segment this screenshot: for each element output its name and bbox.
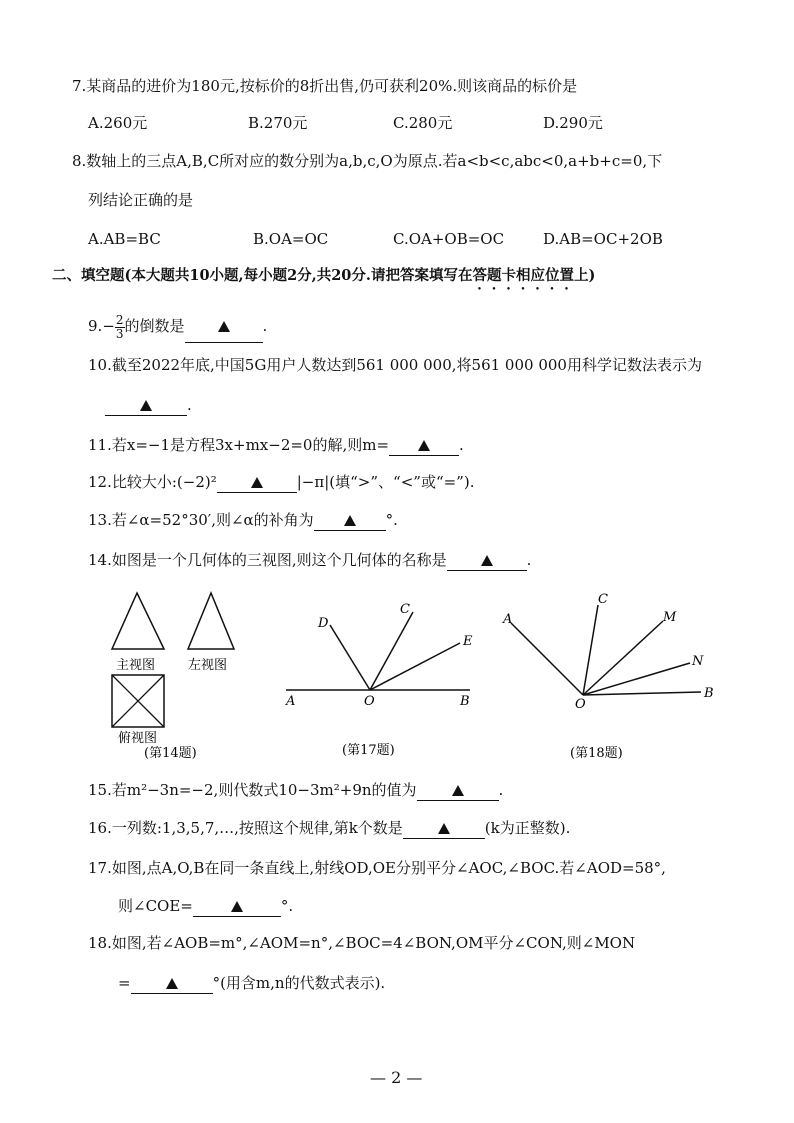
triangle-icon — [251, 477, 263, 488]
ray-on — [583, 663, 690, 695]
q14-answer-blank — [447, 550, 527, 571]
q12-end: |−π|(填“>”、“<”或“=”). — [296, 473, 475, 491]
triangle-icon — [438, 823, 450, 834]
left-view-label: 左视图 — [188, 658, 228, 673]
figure-18-caption: (第18题) — [570, 746, 623, 761]
q9-text: 的倒数是 — [124, 317, 185, 335]
triangle-icon — [418, 440, 430, 451]
triangle-icon — [231, 901, 243, 912]
section-2-emphasis: 答题卡相应位置 — [472, 267, 574, 284]
triangle-icon — [481, 555, 493, 566]
q7-option-a: A.260元 — [88, 114, 148, 132]
q8-option-a: A.AB=BC — [88, 230, 161, 248]
q12-answer-blank — [217, 472, 297, 493]
ray-od — [330, 625, 370, 690]
ray-oa — [511, 623, 583, 695]
q8-text-line2: 列结论正确的是 — [88, 191, 194, 209]
label-n: N — [692, 654, 704, 669]
q8-option-d: D.AB=OC+2OB — [543, 230, 663, 248]
triangle-icon — [140, 400, 152, 411]
q16-answer-blank — [403, 818, 485, 839]
front-view-label: 主视图 — [116, 658, 156, 673]
left-view-triangle — [188, 593, 234, 649]
q17-text-line1: 17.如图,点A,O,B在同一条直线上,射线OD,OE分别平分∠AOC,∠BOC.若∠AOD=58°, — [88, 859, 666, 877]
label-c: C — [400, 602, 410, 617]
triangle-icon — [218, 321, 230, 332]
question-9 — [88, 310, 267, 343]
q15-end: . — [498, 781, 504, 799]
q9-number: 9. — [88, 317, 103, 335]
q11-end: . — [459, 436, 464, 454]
q7-text: 7.某商品的进价为180元,按标价的8折出售,仍可获利20%.则该商品的标价是 — [72, 77, 578, 95]
q9-fraction — [115, 314, 125, 341]
question-14 — [88, 550, 531, 571]
q8-option-b: B.OA=OC — [253, 230, 329, 248]
question-7 — [72, 76, 577, 96]
label-a: A — [286, 694, 296, 709]
q9-fraction-numerator: 2 — [115, 312, 124, 327]
q14-end: . — [526, 551, 532, 569]
section-2-prefix: 二、填空题(本大题共10小题,每小题2分,共20分.请把答案填写在 — [52, 267, 473, 284]
label-o: O — [364, 694, 375, 709]
label-e: E — [463, 634, 473, 649]
q15-answer-blank — [417, 780, 499, 801]
q10-answer-blank — [105, 395, 187, 416]
question-11 — [88, 435, 464, 456]
section-2-suffix: 上) — [573, 267, 596, 284]
label-o: O — [575, 697, 586, 712]
q8-option-c: C.OA+OB=OC — [393, 230, 505, 248]
question-15 — [88, 780, 503, 801]
triangle-icon — [344, 515, 356, 526]
ray-om — [583, 621, 663, 695]
figure-17-caption: (第17题) — [342, 743, 395, 758]
q18-text-line1: 18.如图,若∠AOB=m°,∠AOM=n°,∠BOC=4∠BON,OM平分∠CON,则∠MON — [88, 934, 636, 952]
q15-text: 15.若m²−3n=−2,则代数式10−3m²+9n的值为 — [88, 781, 417, 799]
q17-answer-blank — [193, 896, 281, 917]
q11-text: 11.若x=−1是方程3x+mx−2=0的解,则m= — [88, 436, 390, 454]
label-d: D — [318, 616, 329, 631]
question-12 — [88, 472, 474, 493]
label-m: M — [663, 610, 677, 625]
q18-line2 — [118, 973, 385, 994]
q12-text: 12.比较大小:(−2)² — [88, 473, 217, 491]
q8-text-line1: 8.数轴上的三点A,B,C所对应的数分别为a,b,c,O为原点.若a<b<c,abc<0,a+b+c=0,下 — [72, 152, 663, 170]
section-2-heading — [52, 266, 595, 293]
top-view-label: 俯视图 — [118, 731, 158, 746]
figure-17 — [280, 595, 480, 765]
q9-answer-blank — [185, 310, 263, 343]
q10-line2 — [105, 395, 192, 416]
figure-14-three-views — [100, 585, 260, 765]
figure-18 — [495, 585, 725, 765]
q13-text: 13.若∠α=52°30′,则∠α的补角为 — [88, 511, 314, 529]
q7-option-c: C.280元 — [393, 114, 453, 132]
q10-text-line1: 10.截至2022年底,中国5G用户人数达到561 000 000,将561 000 000用科学记数法表示为 — [88, 356, 702, 374]
q9-end: . — [262, 317, 268, 335]
ray-ob — [583, 692, 701, 695]
q14-text: 14.如图是一个几何体的三视图,则这个几何体的名称是 — [88, 551, 447, 569]
q16-end: (k为正整数). — [484, 819, 571, 837]
label-c: C — [598, 592, 608, 607]
figure-14-caption: (第14题) — [144, 746, 197, 761]
label-b: B — [704, 686, 714, 701]
q17-end: °. — [280, 897, 294, 915]
front-view-triangle — [112, 593, 164, 649]
label-b: B — [460, 694, 470, 709]
q9-fraction-denominator: 3 — [115, 326, 124, 341]
q7-option-d: D.290元 — [543, 114, 603, 132]
q11-answer-blank — [389, 435, 459, 456]
q10-end: . — [187, 396, 192, 414]
q18-text-line2: = — [118, 974, 131, 992]
triangle-icon — [452, 785, 464, 796]
q9-minus: − — [102, 317, 115, 335]
q18-answer-blank — [131, 973, 213, 994]
q17-line2 — [118, 896, 293, 917]
triangle-icon — [166, 978, 178, 989]
q18-end: °(用含m,n的代数式表示). — [212, 974, 386, 992]
label-a: A — [503, 612, 513, 627]
question-13 — [88, 510, 398, 531]
question-16 — [88, 818, 570, 839]
ray-oc — [583, 605, 598, 695]
q16-text: 16.一列数:1,3,5,7,…,按照这个规律,第k个数是 — [88, 819, 403, 837]
q17-text-line2: 则∠COE= — [118, 897, 193, 915]
page-number: — 2 — — [370, 1068, 423, 1087]
q13-end: °. — [385, 511, 398, 529]
q7-option-b: B.270元 — [248, 114, 308, 132]
q13-answer-blank — [314, 510, 386, 531]
